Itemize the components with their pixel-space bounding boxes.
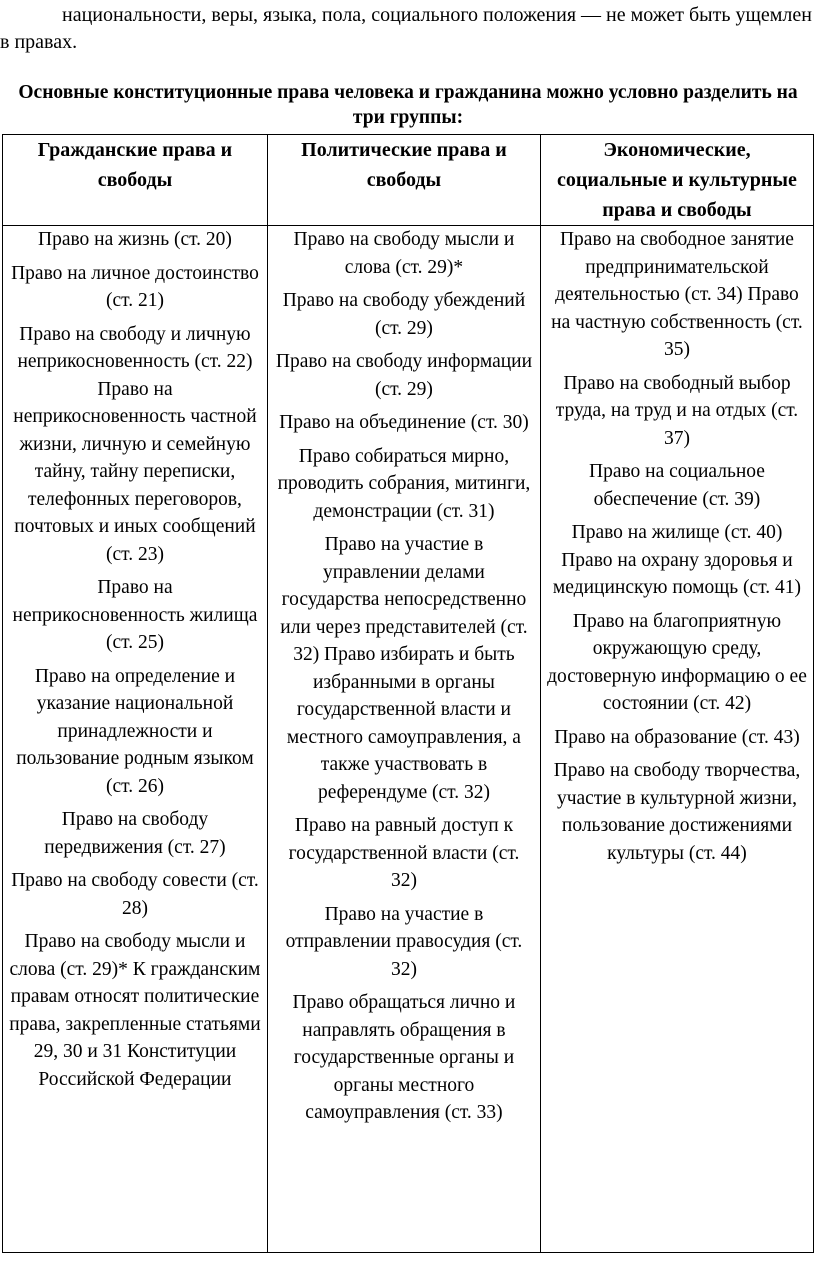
table-header-row [3,135,814,226]
civil-rights-cell [3,226,268,1253]
list-item: Право обращаться лично и направлять обращения в государственные органы и органы местного самоуправления (ст. 33) [292,992,516,1123]
intro-paragraph: национальности, веры, языка, пола, социального положения — не может быть ущемлен в правах. [0,4,812,53]
table-body-row [3,226,814,1253]
header-economic-social-cultural-rights: Экономические, социальные и культурные права и свободы [540,135,813,226]
list-item: Право на социальное обеспечение (ст. 39) [588,461,765,510]
list-item: Право на свободный выбор труда, на труд и на отдых (ст. 37) [555,372,799,449]
list-item: Право на свободу совести (ст. 28) [11,870,259,919]
list-item: Право на свободное занятие предпринимательской деятельностью (ст. 34) Право на частную собственность (ст. 35) [551,229,803,360]
header-civil-rights: Гражданские права и свободы [3,135,268,226]
political-rights-cell [267,226,540,1253]
header-political-rights: Политические права и свободы [267,135,540,226]
list-item: Право на участие в управлении делами государства непосредственно или через представителей (ст. 32) Право избирать и быть избранными в органы государственной власти и местного самоуправления, а также участвовать в референдуме (ст. 32) [280,534,528,803]
list-item: Право на свободу творчества, участие в культурной жизни, пользование достижениями культуры (ст. 44) [553,760,801,864]
list-item: Право на свободу и личную неприкосновенность (ст. 22) Право на неприкосновенность частной жизни, личную и семейную тайну, тайну переписки, телефонных переговоров, почтовых и иных сообщений (ст. 23) [13,323,257,565]
list-item: Право на свободу информации (ст. 29) [275,351,533,400]
rights-table [2,134,814,1253]
list-item: Право на жизнь (ст. 20) [38,229,232,250]
list-item: Право на неприкосновенность жилища (ст. 25) [12,577,258,653]
section-heading: Основные конституционные права человека и гражданина можно условно разделить на три группы: [18,82,798,128]
list-item: Право на жилище (ст. 40) Право на охрану здоровья и медицинскую помощь (ст. 41) [552,522,802,598]
list-item: Право на свободу мысли и слова (ст. 29)* [293,229,515,278]
list-item: Право на участие в отправлении правосудия (ст. 32) [285,903,523,980]
economic-social-cultural-rights-cell [540,226,813,1253]
list-item: Право на определение и указание национальной принадлежности и пользование родным языком (ст. 26) [16,665,254,797]
list-item: Право на образование (ст. 43) [554,726,800,748]
list-item: Право на личное достоинство (ст. 21) [11,262,259,311]
list-item: Право собираться мирно, проводить собрания, митинги, демонстрации (ст. 31) [277,445,531,522]
list-item: Право на равный доступ к государственной власти (ст. 32) [288,815,520,891]
list-item: Право на свободу убеждений (ст. 29) [282,290,526,339]
list-item: Право на объединение (ст. 30) [279,412,529,433]
list-item: Право на благоприятную окружающую среду, достоверную информацию о ее состоянии (ст. 42) [547,610,807,714]
list-item: Право на свободу передвижения (ст. 27) [44,809,226,858]
list-item: Право на свободу мысли и слова (ст. 29)* К гражданским правам относят политические права, закрепленные статьями 29, 30 и 31 Конституции Российской Федерации [9,931,261,1090]
